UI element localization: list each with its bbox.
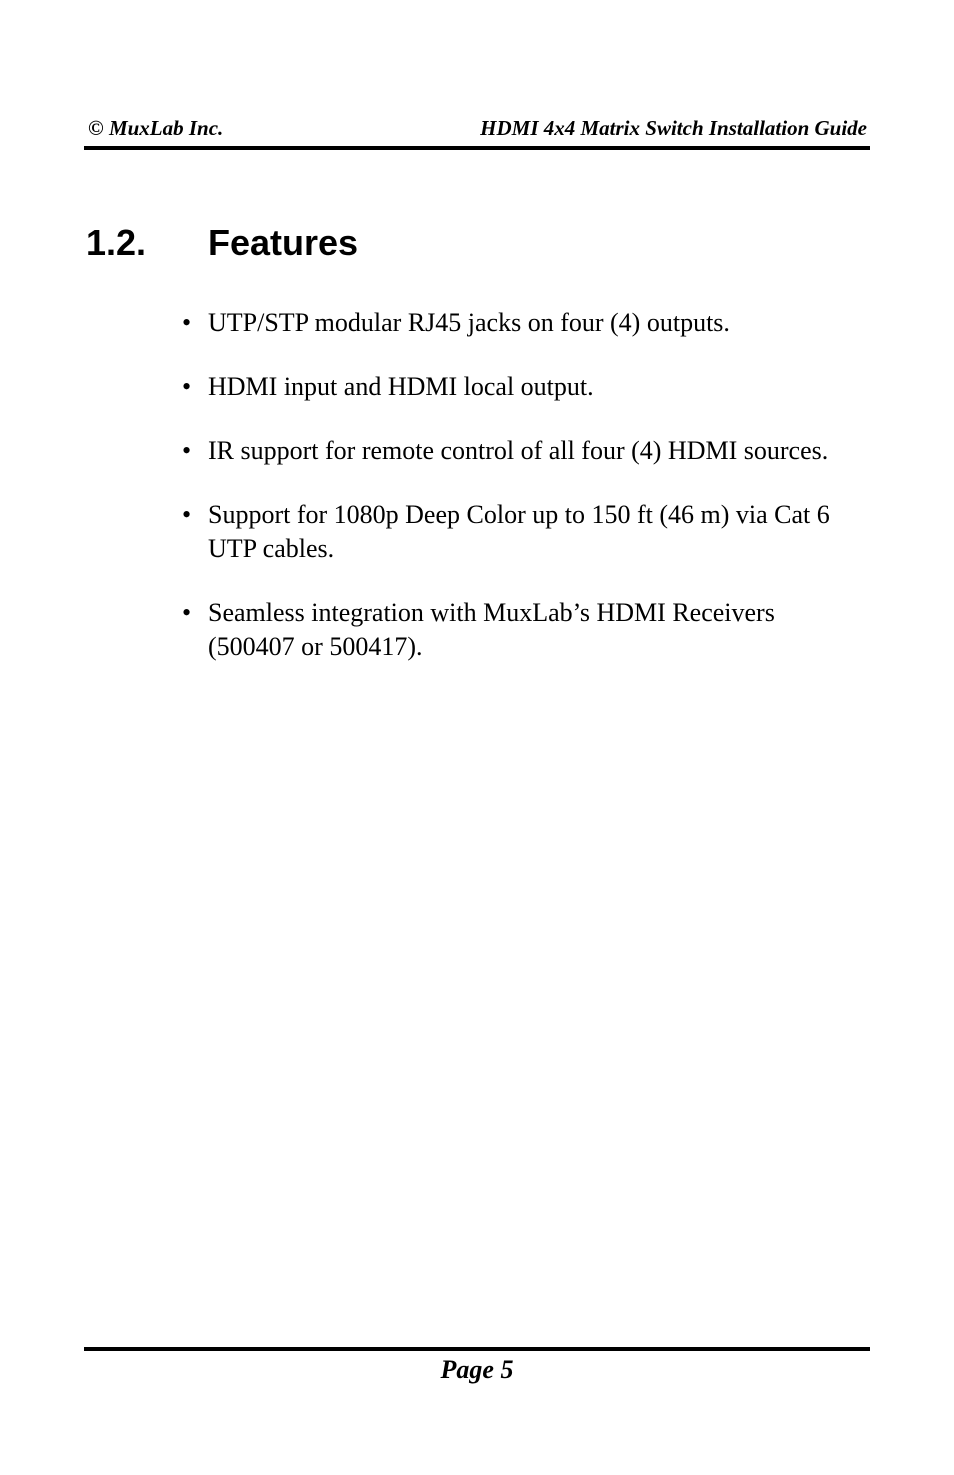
bullet-icon: • (182, 308, 192, 337)
feature-text: IR support for remote control of all four (4) HDMI sources. (208, 436, 829, 465)
footer-divider (84, 1347, 870, 1351)
bullet-icon: • (182, 598, 192, 627)
header-copyright: © MuxLab Inc. (88, 116, 224, 140)
list-item (180, 498, 860, 566)
header-divider (84, 146, 870, 150)
page-header (84, 116, 870, 144)
feature-text: Support for 1080p Deep Color up to 150 ft (46 m) via Cat 6 UTP cables. (208, 500, 830, 563)
bullet-icon: • (182, 436, 192, 465)
section-title: Features (208, 222, 359, 263)
list-item (180, 370, 860, 404)
section-number: 1.2. (86, 222, 147, 263)
list-item (180, 306, 860, 340)
list-item (180, 434, 860, 468)
bullet-icon: • (182, 372, 192, 401)
header-document-title: HDMI 4x4 Matrix Switch Installation Guide (480, 116, 867, 140)
list-item (180, 596, 860, 664)
page-number: Page 5 (440, 1355, 514, 1384)
feature-text: UTP/STP modular RJ45 jacks on four (4) outputs. (208, 308, 730, 337)
feature-list (180, 306, 860, 694)
feature-text: HDMI input and HDMI local output. (208, 372, 594, 401)
bullet-icon: • (182, 500, 192, 529)
feature-text: Seamless integration with MuxLab’s HDMI Receivers (500407 or 500417). (208, 598, 775, 661)
